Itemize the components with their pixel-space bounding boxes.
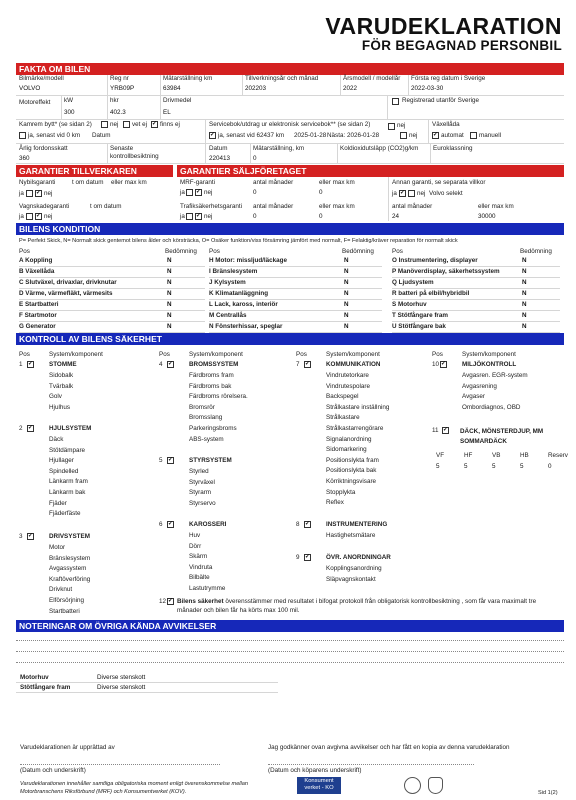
label-vagnskada-tom: t om datum — [90, 203, 122, 210]
kondition-item: P Manöverdisplay, säkerhetssystem — [392, 268, 500, 275]
sakerhet-col-sys-2: System/komponent — [326, 351, 380, 358]
note-2-text: Diverse stenskott — [97, 684, 146, 691]
group-item: Motor — [49, 544, 66, 551]
group-item: Hjullager — [49, 457, 74, 465]
group-item: Strålkastare inställning — [326, 403, 390, 411]
kondition-item: A Koppling — [19, 257, 53, 264]
group-item: Spindelled — [49, 467, 79, 475]
group-item: Vindruta — [189, 563, 213, 571]
label-motoreffekt: Motoreffekt — [19, 99, 51, 106]
group-number: 8 — [296, 521, 300, 528]
label-bilmarke: Bilmärke/modell — [19, 75, 64, 82]
group-item: Ombordiagnos, OBD — [462, 403, 521, 411]
label-service-ja: ja, senast vid 62437 km — [218, 132, 285, 139]
kondition-rating: N — [344, 257, 349, 264]
group-title: DÄCK, MÖNSTERDJUP, MM SOMMARDÄCK — [460, 428, 544, 445]
value-mrf-maxkm: 0 — [319, 189, 323, 196]
label-koldioxid: Koldioxidutsläpp (CO2)g/km — [340, 145, 419, 152]
kondition-rating: N — [344, 301, 349, 308]
label-kamrem-vetej: vet ej — [132, 121, 148, 128]
group-item: Hastighetsmätare — [326, 532, 376, 539]
checkbox-service-nej2[interactable] — [400, 132, 407, 139]
group-item: Bromsslang — [189, 414, 223, 422]
group-item: Drivknut — [49, 586, 73, 594]
sakerhet-col-pos-3: Pos — [432, 351, 443, 358]
tire-depth-value: 5 — [492, 463, 496, 470]
kondition-rating: N — [167, 279, 172, 286]
checkbox-group-9[interactable] — [304, 554, 311, 561]
label-annan-maxkm: eller max km — [478, 203, 514, 210]
value-arsmodell: 2022 — [343, 85, 358, 92]
group-number: 4 — [159, 361, 163, 368]
section-header-sakerhet: KONTROLL AV BILENS SÄKERHET — [16, 333, 564, 345]
checkbox-group-3[interactable] — [27, 533, 34, 540]
checkbox-group-4[interactable] — [167, 361, 174, 368]
value-trafik-manader: 0 — [253, 213, 257, 220]
kondition-item: J Kylsystem — [209, 279, 246, 286]
group-item: Parkeringsbroms — [189, 425, 237, 432]
group-item: Vindrutetorkare — [326, 372, 369, 379]
label-kamrem-nej: nej — [110, 121, 119, 128]
kondition-item: N Fönsterhissar, speglar — [209, 323, 283, 330]
label-vagnskada-ja: ja — [19, 213, 24, 220]
group-number: 5 — [159, 457, 163, 464]
section-header-fakta: FAKTA OM BILEN — [16, 63, 564, 75]
label-trafik-nej: nej — [204, 213, 213, 220]
group-item: Styrservo — [189, 499, 216, 507]
group-item: Avgaser — [462, 393, 485, 401]
label-manuell: manuell — [479, 132, 502, 139]
kondition-item: B Växellåda — [19, 268, 55, 275]
group-item: Dörr — [189, 542, 202, 550]
group-item: Huv — [189, 532, 201, 539]
checkbox-registrerad-utanfor[interactable] — [392, 98, 399, 105]
value-fordonsskatt: 360 — [19, 155, 30, 162]
group-item: Skärm — [189, 553, 208, 561]
kondition-rating: N — [167, 268, 172, 275]
group-number: 6 — [159, 521, 163, 528]
value-trafik-maxkm: 0 — [319, 213, 323, 220]
label-trafik-manader: antal månader — [253, 203, 294, 210]
checkbox-nybil-ja[interactable] — [26, 190, 33, 197]
kondition-item: Q Ljudsystem — [392, 279, 434, 286]
group-item: Tvärbalk — [49, 382, 74, 390]
tire-col-label: VF — [436, 452, 445, 459]
label-fordonsskatt: Årlig fordonsskatt — [19, 145, 68, 152]
label-forsta-reg: Första reg datum i Sverige — [411, 75, 486, 82]
kondition-rating: N — [344, 323, 349, 330]
label-vaxellada: Växellåda — [432, 121, 460, 128]
label-service-datum: 2025-01-28 — [294, 132, 327, 139]
label-besiktning-km: Mätarställning, km — [253, 145, 305, 152]
crest-icon — [428, 777, 443, 794]
group-item: Bilbälte — [189, 574, 210, 582]
kondition-rating: N — [522, 301, 527, 308]
kondition-legend: P= Perfekt Skick, N= Normalt skick gentemot bilens ålder och körsträcka, O= Osäker funktion/viss försämring jämfört med normalt, F= Felaktig/kräver reparation för normalt skick — [19, 238, 458, 244]
kondition-item: C Slutväxel, drivaxlar, drivknutar — [19, 279, 117, 286]
kondition-item: R batteri på elbil/hybridbil — [392, 290, 470, 297]
label-regnr: Reg nr — [110, 75, 129, 82]
label-kamrem: Kamrem bytt* (se sidan 2) — [19, 121, 92, 128]
note-1-part: Motorhuv — [20, 674, 49, 681]
group-item: Lastutrymme — [189, 585, 226, 592]
checkbox-mrf-ja[interactable] — [186, 189, 193, 196]
checkbox-automat[interactable] — [432, 132, 439, 139]
group-item: Signalanordning — [326, 435, 372, 443]
checkbox-kamrem-vetej[interactable] — [123, 121, 130, 128]
label-godkannande: Jag godkänner ovan avgivna avvikelser och har fått en kopia av denna varudeklaration — [268, 744, 510, 751]
kondition-rating: N — [167, 312, 172, 319]
group-item: Hjulhus — [49, 403, 70, 411]
logo-line1: Konsument — [304, 778, 334, 784]
note-1-text: Diverse stenskott — [97, 674, 146, 681]
sakerhet-col-pos-1: Pos — [159, 351, 170, 358]
label-volvo-selekt: Volvo selekt — [429, 190, 463, 197]
checkbox-manuell[interactable] — [470, 132, 477, 139]
label-kamrem-ja: ja, senast vid 0 km — [28, 132, 81, 139]
group-number: 12 — [159, 598, 167, 605]
group-title: HJULSYSTEM — [49, 425, 92, 432]
kondition-item: L Lack, kaross, interiör — [209, 301, 278, 308]
sakerhet-statement — [177, 598, 562, 615]
group-item: Startbatteri — [49, 607, 80, 615]
document-title — [325, 14, 562, 54]
kondition-col-pos-1: Pos — [209, 248, 220, 255]
group-item: Färdbroms rörelsera. — [189, 393, 248, 401]
label-vagnskadegaranti: Vagnskadegaranti — [19, 203, 70, 210]
group-item: Sidobalk — [49, 372, 74, 379]
sakerhet-statement-text: överensstämmer med resultatet i bifogat protokoll från obligatorisk kontrollbesiktning , som får vara maximalt tre månader och bilen får ha körts max 100 mil. — [177, 598, 537, 614]
group-item: Reflex — [326, 499, 344, 507]
kondition-rating: N — [522, 290, 527, 297]
kondition-item: G Generator — [19, 323, 56, 330]
label-datum-underskrift: (Datum och underskrift) — [20, 767, 86, 774]
label-kontrollbesiktning: Senaste kontrollbesiktning — [110, 145, 159, 160]
label-trafik-maxkm: eller max km — [319, 203, 355, 210]
label-euroklass: Euroklassning — [433, 145, 473, 152]
value-matarstallning: 63984 — [163, 85, 181, 92]
kondition-col-bed-2: Bedömning — [520, 248, 552, 255]
group-title: MILJÖKONTROLL — [462, 361, 517, 368]
label-annan-nej: nej — [417, 190, 426, 197]
group-item: Länkarm fram — [49, 478, 88, 486]
label-mrf-maxkm: eller max km — [319, 179, 355, 186]
kondition-item: E Startbatteri — [19, 301, 59, 308]
group-number: 2 — [19, 425, 23, 432]
kondition-col-pos-2: Pos — [392, 248, 403, 255]
kondition-rating: N — [344, 290, 349, 297]
note-2-part: Stötfångare fram — [20, 684, 71, 691]
label-registrerad-utanfor: Registrerad utanför Sverige — [402, 97, 480, 104]
checkbox-group-1[interactable] — [27, 361, 34, 368]
section-header-garanti-tillverkaren: GARANTIER TILLVERKAREN — [16, 165, 173, 177]
group-item: Körriktningsvisare — [326, 478, 377, 485]
group-title: INSTRUMENTERING — [326, 521, 388, 528]
group-item: Kopplingsanordning — [326, 565, 382, 572]
label-service-nej: nej — [397, 122, 406, 129]
checkbox-group-2[interactable] — [27, 425, 34, 432]
group-item: Fjäderfäste — [49, 510, 81, 518]
label-kopare-underskrift: (Datum och köparens underskrift) — [268, 767, 362, 774]
label-mrf-garanti: MRF-garanti — [180, 179, 215, 186]
kondition-rating: N — [522, 268, 527, 275]
checkbox-group-5[interactable] — [167, 457, 174, 464]
label-annan-garanti: Annan garanti, se separata villkor — [392, 179, 486, 186]
checkbox-trafik-nej[interactable] — [195, 213, 202, 220]
group-item: Sidomarkering — [326, 446, 367, 454]
group-item: Bromsrör — [189, 403, 215, 411]
kondition-item: O Instrumentering, displayer — [392, 257, 478, 264]
group-item: Vindrutespolare — [326, 382, 370, 390]
kondition-item: F Startmotor — [19, 312, 57, 319]
section-header-noteringar: NOTERINGAR OM ÖVRIGA KÄNDA AVVIKELSER — [16, 620, 564, 632]
sakerhet-col-sys-0: System/komponent — [49, 351, 103, 358]
label-nybil-tom: t om datum — [72, 179, 104, 186]
group-item: Positionslykta fram — [326, 456, 379, 464]
tire-depth-value: 5 — [436, 463, 440, 470]
tire-depth-value: 5 — [464, 463, 468, 470]
label-trafik-ja: ja — [180, 213, 185, 220]
value-besiktning-km: 0 — [253, 155, 257, 162]
group-item: Avgasrening — [462, 382, 497, 390]
group-item: Styrarm — [189, 489, 212, 497]
group-number: 7 — [296, 361, 300, 368]
checkbox-annan-nej[interactable] — [408, 190, 415, 197]
kondition-item: I Bränslesystem — [209, 268, 258, 275]
group-item: Strålkastarrengörare — [326, 425, 384, 432]
group-title: DRIVSYSTEM — [49, 533, 90, 540]
label-besiktning-datum: Datum — [209, 145, 228, 152]
label-annan-manader: antal månader — [392, 203, 433, 210]
checkbox-trafik-ja[interactable] — [186, 213, 193, 220]
tire-col-label: HF — [464, 452, 473, 459]
value-mrf-manader: 0 — [253, 189, 257, 196]
label-nybil-nej: nej — [44, 190, 53, 197]
group-item: ABS-system — [189, 435, 224, 443]
label-upprattad-av: Varudeklarationen är upprättad av — [20, 744, 115, 751]
group-item: Fjäder — [49, 499, 67, 507]
label-service-nej2: nej — [409, 132, 418, 139]
value-bilmarke: VOLVO — [19, 85, 41, 92]
group-title: KOMMUNIKATION — [326, 361, 381, 368]
kondition-rating: N — [344, 268, 349, 275]
label-arsmodell: Årsmodell / modellår — [343, 75, 401, 82]
logo-line2: verket - KO — [304, 785, 334, 791]
value-forsta-reg: 2022-03-30 — [411, 85, 444, 92]
value-kw: 300 — [64, 109, 75, 116]
kondition-item: S Motorhuv — [392, 301, 427, 308]
label-trafiksakerhetsgaranti: Trafiksäkerhetsgaranti — [180, 203, 243, 210]
group-number: 1 — [19, 361, 23, 368]
group-item: Positionslykta bak — [326, 467, 377, 475]
title-line1: VARUDEKLARATION — [325, 13, 562, 39]
value-regnr: YRB09P — [110, 85, 135, 92]
group-item: Styrled — [189, 468, 209, 475]
value-annan-maxkm: 30000 — [478, 213, 496, 220]
group-number: 10 — [432, 361, 440, 368]
tire-depth-value: 5 — [520, 463, 524, 470]
checkbox-group-7[interactable] — [304, 361, 311, 368]
kondition-item: M Centrallås — [209, 312, 247, 319]
kondition-item: D Värme, värmefläkt, värmesits — [19, 290, 113, 297]
kondition-rating: N — [344, 279, 349, 286]
title-line2: FÖR BEGAGNAD PERSONBIL — [361, 38, 562, 53]
page-number: Sid 1(2) — [538, 790, 558, 796]
label-mrf-ja: ja — [180, 189, 185, 196]
tire-depth-value: 0 — [548, 463, 552, 470]
value-hkr: 402.3 — [110, 109, 126, 116]
checkbox-group-10[interactable] — [440, 361, 447, 368]
label-mrf-nej: nej — [204, 189, 213, 196]
group-item: Avgassystem — [49, 565, 87, 573]
tire-col-label: VB — [492, 452, 501, 459]
label-annan-ja: ja — [392, 190, 397, 197]
label-kw: kW — [64, 97, 74, 104]
sakerhet-col-sys-3: System/komponent — [462, 351, 516, 358]
group-item: Kraftöverföring — [49, 575, 91, 583]
kondition-rating: N — [167, 301, 172, 308]
kondition-rating: N — [167, 257, 172, 264]
group-item: Färdbroms fram — [189, 372, 234, 379]
group-item: Backspegel — [326, 393, 359, 401]
kondition-rating: N — [167, 323, 172, 330]
kondition-item: U Stötfångare bak — [392, 323, 446, 330]
checkbox-group-12[interactable] — [167, 598, 174, 605]
group-item: Styrväxel — [189, 478, 215, 486]
group-title: STYRSYSTEM — [189, 457, 232, 464]
group-number: 3 — [19, 533, 23, 540]
kondition-item: H Motor: missljud/läckage — [209, 257, 288, 264]
value-drivmedel: EL — [163, 109, 171, 116]
value-tillverkningsar: 202203 — [245, 85, 267, 92]
mrf-seal-icon — [404, 777, 421, 794]
kondition-col-bed-1: Bedömning — [342, 248, 374, 255]
label-mrf-manader: antal månader — [253, 179, 294, 186]
label-hkr: hkr — [110, 97, 119, 104]
group-item: Bränslesystem — [49, 554, 91, 562]
group-item: Avgasren. EGR-system — [462, 372, 528, 379]
checkbox-nybil-nej[interactable] — [35, 190, 42, 197]
label-automat: automat — [441, 132, 464, 139]
group-item: Färdbroms bak — [189, 382, 232, 390]
value-besiktning-datum: 220413 — [209, 155, 231, 162]
konsumentverket-logo — [297, 777, 341, 794]
sakerhet-statement-bold: Bilens säkerhet — [177, 598, 224, 605]
group-item: Däck — [49, 436, 64, 443]
checkbox-vagnskada-nej[interactable] — [35, 213, 42, 220]
sakerhet-col-pos-2: Pos — [296, 351, 307, 358]
sakerhet-col-pos-0: Pos — [19, 351, 30, 358]
label-nybil-ja: ja — [19, 190, 24, 197]
kondition-rating: N — [344, 312, 349, 319]
group-title: ÖVR. ANORDNINGAR — [326, 554, 391, 561]
kondition-item: T Stötfångare fram — [392, 312, 448, 319]
group-item: Släpvagnskontakt — [326, 575, 376, 583]
kondition-rating: N — [522, 312, 527, 319]
section-header-kondition: BILENS KONDITION — [16, 223, 564, 235]
checkbox-mrf-nej[interactable] — [195, 189, 202, 196]
checkbox-group-8[interactable] — [304, 521, 311, 528]
kondition-rating: N — [522, 257, 527, 264]
label-nybilsgaranti: Nybilsgaranti — [19, 179, 56, 186]
group-item: Länkarm bak — [49, 489, 86, 496]
checkbox-kamrem-nej[interactable] — [101, 121, 108, 128]
label-drivmedel: Drivmedel — [163, 97, 192, 104]
kondition-rating: N — [522, 323, 527, 330]
tire-col-label: HB — [520, 452, 529, 459]
checkbox-service-ja[interactable] — [209, 132, 216, 139]
checkbox-vagnskada-ja[interactable] — [26, 213, 33, 220]
group-title: BROMSSYSTEM — [189, 361, 239, 368]
kondition-col-bed-0: Bedömning — [165, 248, 197, 255]
tire-col-label: Reserv — [548, 452, 568, 459]
label-vagnskada-nej: nej — [44, 213, 53, 220]
group-title: KAROSSERI — [189, 521, 227, 528]
group-item: Elförsörjning — [49, 597, 84, 604]
label-servicebok: Servicebok/utdrag ur elektronisk servicebok** (se sidan 2) — [209, 121, 371, 128]
group-number: 11 — [432, 427, 439, 434]
group-number: 9 — [296, 554, 300, 561]
checkbox-annan-ja[interactable] — [399, 190, 406, 197]
kondition-col-pos-0: Pos — [19, 248, 30, 255]
group-item: Strålkastare — [326, 414, 360, 422]
label-kamrem-finnsej: finns ej — [160, 121, 180, 128]
group-title: STOMME — [49, 361, 77, 368]
label-tillverkningsar: Tillverkningsår och månad — [245, 75, 319, 82]
label-service-nasta: Nästa: 2026-01-28 — [327, 132, 380, 139]
checkbox-group-6[interactable] — [167, 521, 174, 528]
label-nybil-maxkm: eller max km — [111, 179, 147, 186]
kondition-rating: N — [167, 290, 172, 297]
checkbox-service-nej[interactable] — [388, 123, 395, 130]
checkbox-group-11[interactable] — [442, 427, 449, 434]
label-matarstallning: Mätarställning km — [163, 75, 213, 82]
group-item: Stopplykta — [326, 488, 356, 496]
checkbox-kamrem-ja[interactable] — [19, 132, 26, 139]
sakerhet-col-sys-1: System/komponent — [189, 351, 243, 358]
kondition-item: K Klimatanläggning — [209, 290, 269, 297]
value-annan-manader: 24 — [392, 213, 400, 220]
section-header-garanti-saljforetaget: GARANTIER SÄLJFÖRETAGET — [177, 165, 564, 177]
footer-fine-print: Varudeklarationen innehåller samtliga obligatoriska moment enligt överenskommelse mellan Motorbranschens Riksförbund (MRF) och Konsumentverket (KOV). — [20, 781, 249, 795]
group-item: Golv — [49, 393, 62, 401]
group-item: Stötdämpare — [49, 446, 86, 454]
checkbox-kamrem-finnsej[interactable] — [151, 121, 158, 128]
kondition-rating: N — [522, 279, 527, 286]
label-kamrem-datum: Datum — [92, 132, 111, 139]
